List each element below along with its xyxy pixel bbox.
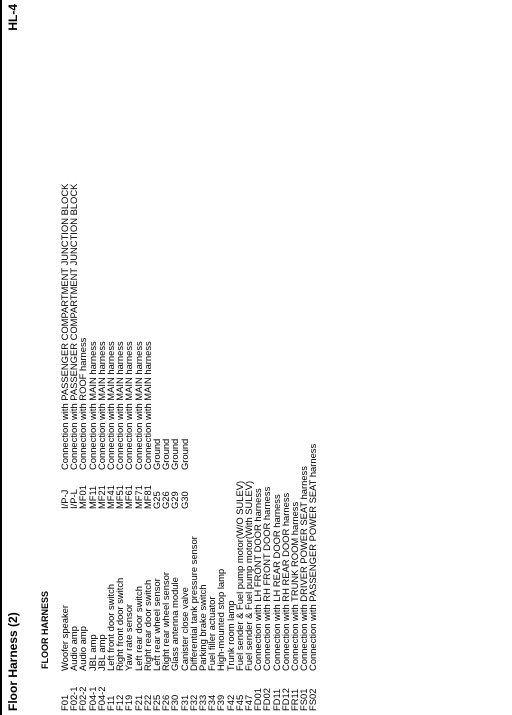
mating-connector: MF01: [77, 485, 89, 509]
mating-connector: MF71: [132, 485, 144, 509]
connector-description: Connection with LH FRONT DOOR harness: [252, 488, 264, 671]
connector-code: FD11: [270, 688, 282, 711]
mating-connector: MF11: [86, 485, 98, 509]
connector-code: F22: [141, 694, 153, 711]
connector-description: Audio amp: [77, 626, 89, 671]
mating-connector: G29: [169, 491, 181, 509]
connector-description: Left front door switch: [105, 583, 116, 671]
mating-destination: Connection with MAIN harness: [141, 341, 153, 470]
connector-description: Audio amp: [68, 626, 80, 671]
connector-description: Fuel sender & Fuel pump motor(With SULEV): [243, 480, 254, 671]
connector-code: F02-2: [77, 686, 89, 711]
connector-code: F42: [224, 694, 236, 711]
connector-description: Right rear door switch: [141, 579, 153, 671]
mating-destination: Connection with MAIN harness: [95, 341, 107, 470]
mating-connector: I/P-L: [68, 489, 80, 509]
connector-description: Right front door switch: [114, 577, 126, 671]
section-title: FLOOR HARNESS: [40, 590, 50, 669]
connector-description: Woofer speaker: [59, 604, 70, 671]
mating-destination: Ground: [178, 438, 190, 470]
connector-description: Connection with RH FRONT DOOR harness: [261, 486, 273, 671]
connector-code: F21: [132, 694, 144, 711]
connector-code: F39: [215, 694, 227, 711]
mating-connector: G30: [178, 491, 190, 509]
mating-destination: Ground: [169, 438, 181, 470]
connector-description: Fuel sender & Fuel pump motor(W/O SULEV): [233, 480, 245, 671]
mating-connector: MF81: [141, 485, 153, 509]
connector-code: F01: [59, 694, 70, 711]
mating-destination: Ground: [151, 438, 162, 470]
connector-description: JBL amp: [95, 634, 107, 671]
mating-destination: Connection with MAIN harness: [105, 341, 116, 470]
header-rule: [0, 0, 2, 715]
mating-destination: Connection with PASSENGER COMPARTMENT JUNCTION BLOCK: [59, 183, 70, 470]
mating-destination: Connection with PASSENGER COMPARTMENT JUNCTION BLOCK: [68, 183, 80, 470]
mating-destination: Connection with MAIN harness: [123, 341, 135, 470]
connector-description: Left rear wheel sensor: [151, 578, 162, 671]
connector-code: F45: [233, 694, 245, 711]
connector-code: F31: [178, 694, 190, 711]
connector-code: F33: [197, 694, 208, 711]
connector-description: Connection with TRUNK ROOM harness: [289, 501, 300, 671]
connector-description: Canister close valve: [178, 587, 190, 671]
connector-code: FD12: [279, 688, 291, 711]
connector-description: Right rear wheel sensor: [160, 571, 172, 671]
connector-description: Differential tank pressure sensor: [187, 536, 199, 671]
mating-connector: I/P-J: [59, 489, 70, 509]
connector-code: FS01: [298, 688, 310, 711]
connector-description: Trunk room lamp: [224, 600, 236, 671]
connector-code: FD01: [252, 688, 264, 711]
page-number: HL-4: [6, 4, 20, 31]
connector-code: F12: [114, 694, 126, 711]
mating-connector: MF41: [105, 485, 116, 509]
connector-description: Left rear door switch: [132, 586, 144, 671]
mating-destination: Connection with MAIN harness: [86, 341, 98, 470]
mating-connector: G26: [160, 491, 172, 509]
mating-connector: MF21: [95, 485, 107, 509]
connector-code: F02-1: [68, 686, 80, 711]
connector-description: Connection with PASSENGER POWER SEAT harness: [307, 443, 319, 671]
mating-destination: Ground: [160, 438, 172, 470]
connector-code: F04-1: [86, 686, 98, 711]
connector-description: Connection with LH REAR DOOR harness: [270, 494, 282, 671]
connector-code: FD02: [261, 688, 273, 711]
connector-description: Connection with RH REAR DOOR harness: [279, 492, 291, 671]
mating-destination: Connection with ROOF harness: [77, 337, 89, 470]
connector-code: F47: [243, 694, 254, 711]
connector-description: Parking brake switch: [197, 584, 208, 671]
mating-connector: MF51: [114, 485, 126, 509]
mating-destination: Connection with MAIN harness: [114, 341, 126, 470]
page-title: Floor Harness (2): [6, 612, 20, 711]
connector-description: High-mounted stop lamp: [215, 568, 227, 671]
connector-code: F25: [151, 694, 162, 711]
connector-code: F32: [187, 694, 199, 711]
connector-code: F11: [105, 695, 116, 711]
connector-code: FR11: [289, 688, 300, 711]
connector-description: Fuel filler actuator: [206, 596, 218, 671]
connector-code: F04-2: [95, 686, 107, 711]
mating-connector: MF61: [123, 485, 135, 509]
connector-code: F19: [123, 694, 135, 711]
connector-description: Glass antenna module: [169, 577, 181, 671]
connector-description: Connection with DRIVER POWER SEAT harness: [298, 466, 310, 671]
connector-code: F30: [169, 694, 181, 711]
connector-code: F34: [206, 694, 218, 711]
connector-description: JBL amp: [86, 634, 98, 671]
connector-description: Yaw rate sensor: [123, 603, 135, 671]
connector-code: FS02: [307, 688, 319, 711]
mating-destination: Connection with MAIN harness: [132, 341, 144, 470]
mating-connector: G25: [151, 491, 162, 509]
connector-code: F26: [160, 694, 172, 711]
